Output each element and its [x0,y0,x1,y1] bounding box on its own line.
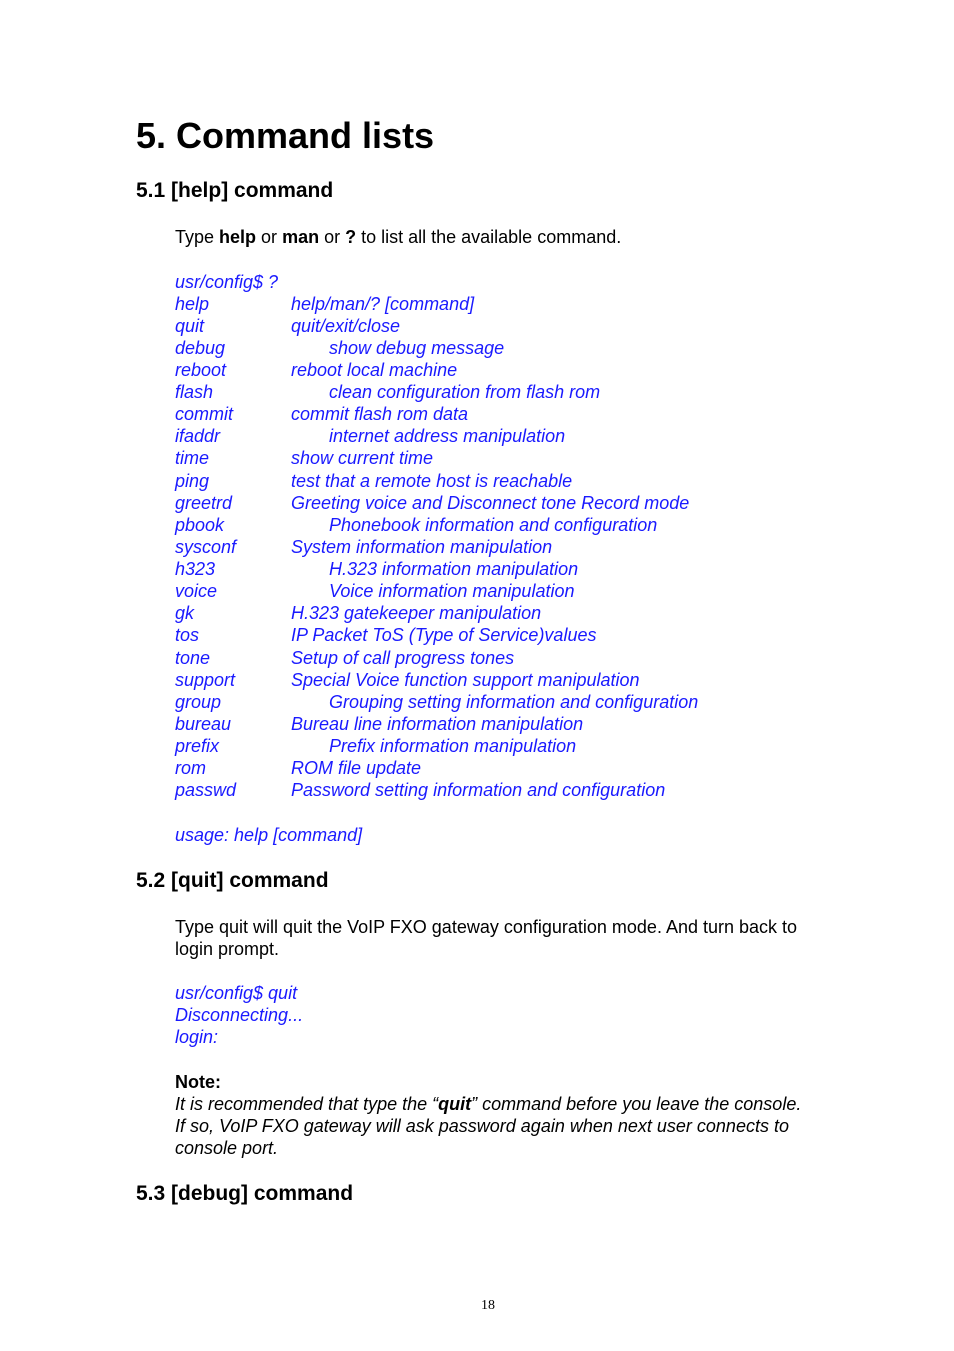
note-label: Note: [175,1072,221,1092]
keyword-help: help [219,227,257,247]
command-name: group [175,692,222,712]
command-name: rom [175,758,206,778]
intro-text: or [256,227,283,247]
command-desc: Grouping setting information and configuration [329,692,699,712]
section-heading-help: 5.1 [help] command [136,179,334,202]
page-number: 18 [481,1298,495,1313]
command-name: prefix [175,736,220,756]
command-name: tos [175,625,200,645]
keyword-question: ? [345,227,357,247]
command-desc: H.323 information manipulation [329,559,579,579]
command-name: voice [175,581,218,601]
command-name: ping [175,471,210,491]
intro-text: or [319,227,346,247]
command-name: greetrd [175,493,233,513]
quit-paragraph-line: login prompt. [175,939,280,959]
command-desc: Password setting information and configuration [291,780,666,800]
command-desc: reboot local machine [291,360,458,380]
command-name: sysconf [175,537,237,557]
command-name: quit [175,316,205,336]
keyword-man: man [282,227,320,247]
command-name: h323 [175,559,216,579]
command-desc: clean configuration from flash rom [329,382,601,402]
command-desc: show current time [291,448,434,468]
command-desc: test that a remote host is reachable [291,471,573,491]
console-line: login: [175,1027,219,1047]
quit-paragraph-line: Type quit will quit the VoIP FXO gateway configuration mode. And turn back to [175,917,798,937]
command-name: debug [175,338,226,358]
help-intro [175,226,621,248]
command-name: pbook [175,515,225,535]
page-title: 5. Command lists [136,115,435,156]
console-line: usr/config$ quit [175,983,298,1003]
command-name: flash [175,382,214,402]
note-line: console port. [175,1138,279,1158]
command-name: ifaddr [175,426,221,446]
intro-text: Type [175,227,220,247]
command-name: tone [175,648,211,668]
command-desc: ROM file update [291,758,422,778]
command-name: bureau [175,714,232,734]
command-desc: System information manipulation [291,537,553,557]
command-desc: internet address manipulation [329,426,566,446]
command-desc: Setup of call progress tones [291,648,515,668]
command-desc: show debug message [329,338,505,358]
command-desc: Phonebook information and configuration [329,515,658,535]
command-desc: Greeting voice and Disconnect tone Record mode [291,493,690,513]
command-desc: help/man/? [command] [291,294,475,314]
note-text: It is recommended that type the “ [175,1094,439,1114]
command-name: time [175,448,210,468]
note-line: If so, VoIP FXO gateway will ask password again when next user connects to [175,1116,789,1136]
command-desc: Prefix information manipulation [329,736,577,756]
command-desc: H.323 gatekeeper manipulation [291,603,542,623]
command-name: commit [175,404,233,424]
note-line [175,1093,801,1115]
console-prompt: usr/config$ ? [175,272,279,292]
intro-text: to list all the available command. [356,227,622,247]
command-desc: Bureau line information manipulation [291,714,584,734]
command-name: support [175,670,236,690]
command-desc: Special Voice function support manipulation [291,670,640,690]
command-name: gk [175,603,195,623]
command-desc: Voice information manipulation [329,581,575,601]
command-desc: commit flash rom data [291,404,469,424]
section-heading-debug: 5.3 [debug] command [136,1182,354,1205]
section-heading-quit: 5.2 [quit] command [136,869,329,892]
note-text: ” command before you leave the console. [471,1094,802,1114]
console-line: Disconnecting... [175,1005,304,1025]
command-name: help [175,294,210,314]
command-name: reboot [175,360,227,380]
help-usage: usage: help [command] [175,825,363,845]
command-desc: IP Packet ToS (Type of Service)values [291,625,597,645]
keyword-quit: quit [438,1094,472,1114]
command-name: passwd [175,780,237,800]
command-desc: quit/exit/close [291,316,401,336]
